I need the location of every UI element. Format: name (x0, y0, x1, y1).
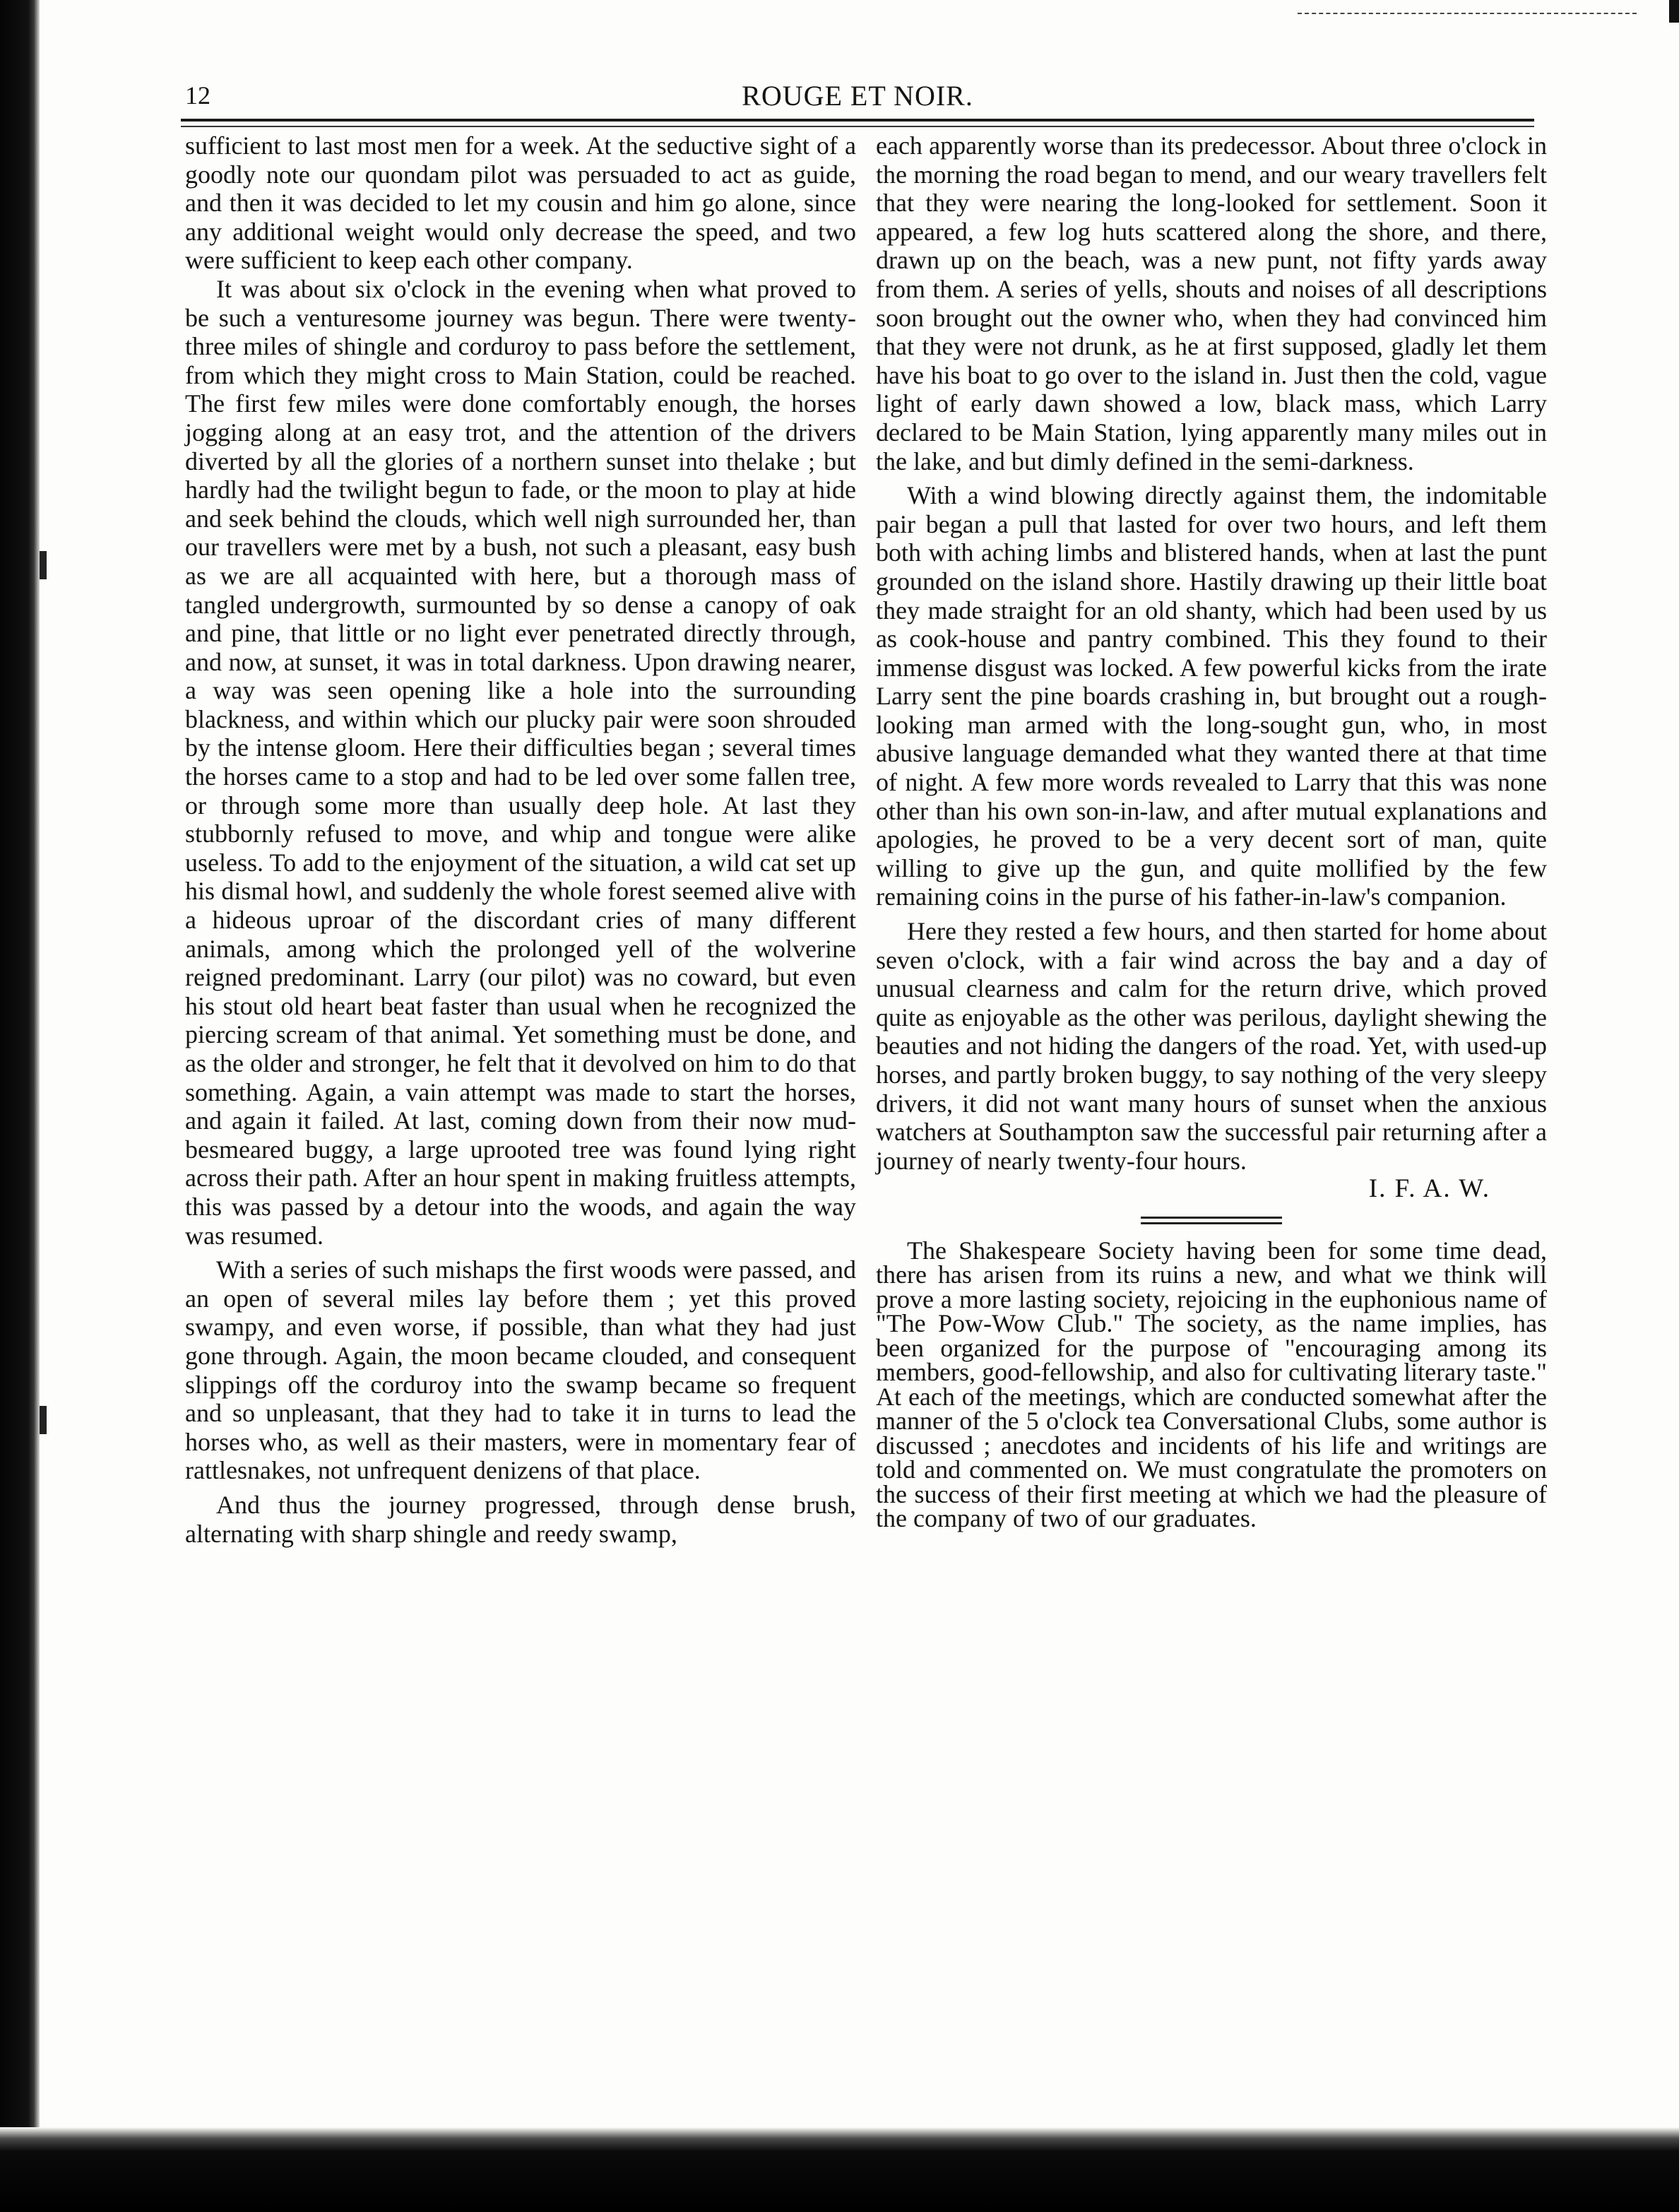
journal-title: ROUGE ET NOIR. (742, 80, 973, 112)
scan-specks-top (1298, 3, 1637, 14)
scan-speck (40, 1406, 47, 1434)
scan-edge-left (0, 0, 40, 2212)
society-notice: The Shakespeare Society having been for some time dead, there has arisen from its ruins a new, and what we think will prove a more lasting society, rejoicing in the euphonious name of "The Pow-Wow Club." The society, as the name implies, has been organized for the purpose of "encouraging among its members, good-fellowship, and also for cultivating literary taste." At each of the meetings, which are conducted somewhat after the manner of the 5 o'clock tea Conversational Clubs, some author is discussed ; anecdotes and incidents of his life and writings are told and commented on. We must congratulate the promoters on the success of their first meeting at which we had the pleasure of the company of two of our graduates. (876, 1236, 1547, 1533)
author-signature: I. F. A. W. (1368, 1174, 1490, 1204)
header-rule-thin (181, 126, 1534, 127)
running-header (181, 76, 1534, 119)
scan-edge-right (1669, 0, 1679, 23)
header-rule (181, 119, 1534, 122)
scan-speck (40, 551, 47, 579)
paragraph: It was about six o'clock in the evening when what proved to be such a venturesome journey was begun. There were twenty-three miles of shingle and corduroy to pass before the settlement, from which they might cross to Main Station, could be reached. The first few miles were done comfortably enough, the horses jogging along at an easy trot, and the attention of the drivers diverted by all the glories of a northern sunset into thelake ; but hardly had the twilight begun to fade, or the moon to play at hide and seek behind the clouds, which well nigh surrounded her, than our travellers were met by a bush, not such a pleasant, easy bush as we are all acquainted with here, but a thorough mass of tangled undergrowth, surmounted by so dense a canopy of oak and pine, that little or no light ever penetrated directly through, and now, at sunset, it was in total darkness. Upon drawing nearer, a way was seen opening like a hole into the surrounding blackness, and within which our plucky pair were soon shrouded by the intense gloom. Here their difficulties began ; several times the horses came to a stop and had to be led over some fallen tree, or through some more than usually deep hole. At last they stubbornly refused to move, and whip and tongue were alike useless. To add to the enjoyment of the situation, a wild cat set up his dismal howl, and suddenly the whole forest seemed alive with a hideous uproar of the discordant cries of many different animals, among which the prolonged yell of the wolverine reigned predominant. Larry (our pilot) was no coward, but even his stout old heart beat faster than usual when he recognized the piercing scream of that animal. Yet something must be done, and as the older and stronger, he felt that it devolved on him to do that something. Again, a vain attempt was made to start the horses, and again it failed. At last, coming down from their now mud-besmeared buggy, a large uprooted tree was found lying right across their path. After an hour spent in making fruitless attempts, this was passed by a detour into the woods, and again the way was resumed. (185, 274, 856, 1250)
paragraph: sufficient to last most men for a week. At the seductive sight of a goodly note our quondam pilot was persuaded to act as guide, and then it was decided to let my cousin and him go alone, since any additional weight would only decrease the speed, and two were sufficient to keep each other company. (185, 131, 856, 275)
paragraph: With a series of such mishaps the first woods were passed, and an open of several miles lay before them ; yet this proved swampy, and even worse, if possible, than what they had just gone through. Again, the moon became clouded, and consequent slippings off the corduroy into the swamp became so frequent and so unpleasant, that they had to take it in turns to lead the horses who, as well as their masters, were in momentary fear of rattlesnakes, not unfrequent denizens of that place. (185, 1255, 856, 1485)
paragraph: With a wind blowing directly against them, the indomitable pair began a pull that lasted for over two hours, and left them both with aching limbs and blistered hands, when at last the punt grounded on the island shore. Hastily drawing up their little boat they made straight for an old shanty, which had been used by us as cook-house and pantry combined. This they found to their immense disgust was locked. A few powerful kicks from the irate Larry sent the pine boards crashing in, but brought out a rough-looking man armed with the long-sought gun, who, in most abusive language demanded what they wanted there at that time of night. A few more words revealed to Larry that this was none other than his own son-in-law, and after mutual explanations and apologies, he proved to be a very decent sort of man, quite willing to give up the gun, and quite mollified by the few remaining coins in the purse of his father-in-law's companion. (876, 481, 1547, 911)
scan-edge-bottom (0, 2127, 1679, 2212)
left-column (185, 131, 856, 1548)
page-number: 12 (185, 81, 210, 110)
section-divider (1141, 1217, 1282, 1224)
paragraph: Here they rested a few hours, and then started for home about seven o'clock, with a fair wind across the bay and a day of unusual clearness and calm for the return drive, which proved quite as enjoyable as the other was perilous, daylight shewing the beauties and not hiding the dangers of the road. Yet, with used-up horses, and partly broken buggy, to say nothing of the very sleepy drivers, it did not want many hours of sunset when the anxious watchers at Southampton saw the successful pair returning after a journey of nearly twenty-four hours. (876, 917, 1547, 1175)
paragraph: each apparently worse than its predecessor. About three o'clock in the morning the road began to mend, and our weary travellers felt that they were nearing the long-looked for settlement. Soon it appeared, a few log huts scattered along the shore, and there, drawn up on the beach, was a new punt, not fifty yards away from them. A series of yells, shouts and noises of all descriptions soon brought out the owner who, when they had convinced him that they were not drunk, as he at first supposed, gladly let them have his boat to go over to the island in. Just then the cold, vague light of early dawn showed a low, black mass, which Larry declared to be Main Station, lying apparently many miles out in the lake, and but dimly defined in the semi-darkness. (876, 131, 1547, 475)
paragraph: And thus the journey progressed, through dense brush, alternating with sharp shingle and reedy swamp, (185, 1490, 856, 1548)
right-column (876, 131, 1547, 1531)
